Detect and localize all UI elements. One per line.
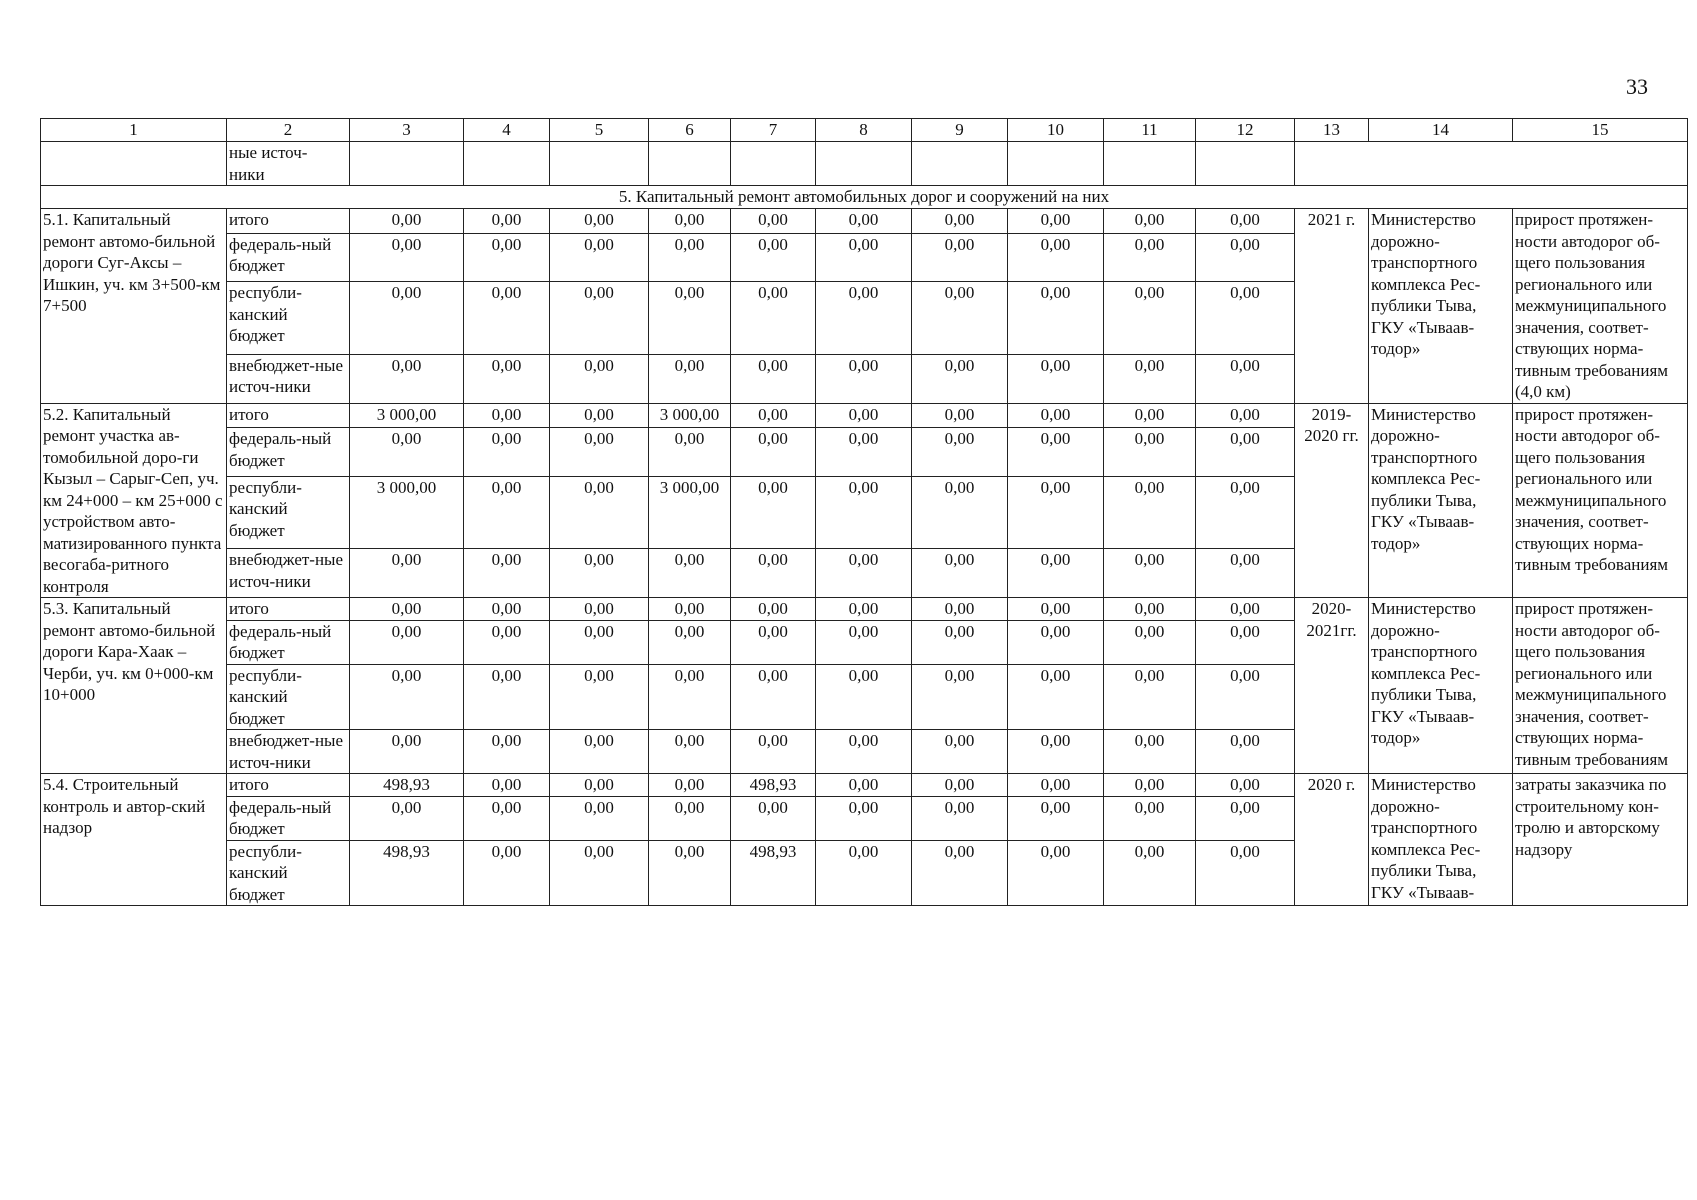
table-row [41,598,1688,621]
funding-source: итого [227,403,350,428]
year-cell: 2019-2020 гг. [1295,403,1369,598]
value-cell: 0,00 [1008,549,1104,598]
value-cell: 0,00 [816,233,912,282]
value-cell: 0,00 [464,209,550,234]
value-cell: 0,00 [350,730,464,774]
value-cell: 0,00 [1008,476,1104,548]
value-cell: 0,00 [1104,730,1196,774]
funding-source: республи-канский бюджет [227,840,350,906]
value-cell: 0,00 [550,840,649,906]
value-cell: 3 000,00 [350,403,464,428]
value-cell: 0,00 [1196,233,1295,282]
value-cell: 0,00 [550,774,649,797]
value-cell: 0,00 [649,598,731,621]
value-cell: 0,00 [550,354,649,403]
value-cell: 0,00 [912,620,1008,664]
executor-cell: Министерство дорожно-транспортного комплекса Рес-публики Тыва, ГКУ «Тываав- [1369,774,1513,906]
value-cell: 498,93 [350,774,464,797]
value-cell: 0,00 [816,476,912,548]
column-header: 7 [731,119,816,142]
value-cell: 0,00 [731,730,816,774]
value-cell: 0,00 [550,282,649,354]
value-cell: 0,00 [464,664,550,730]
value-cell: 0,00 [1196,664,1295,730]
empty-cell [550,142,649,186]
value-cell: 0,00 [550,730,649,774]
value-cell: 0,00 [464,428,550,477]
value-cell: 0,00 [1196,403,1295,428]
empty-cell [1008,142,1104,186]
value-cell: 0,00 [912,840,1008,906]
value-cell: 0,00 [1008,796,1104,840]
value-cell: 0,00 [1104,840,1196,906]
empty-cell [649,142,731,186]
value-cell: 0,00 [1008,428,1104,477]
value-cell: 0,00 [550,664,649,730]
value-cell: 0,00 [816,549,912,598]
value-cell: 0,00 [1104,796,1196,840]
header-row [41,119,1688,142]
value-cell: 0,00 [1196,209,1295,234]
value-cell: 3 000,00 [649,403,731,428]
column-header: 14 [1369,119,1513,142]
value-cell: 0,00 [731,403,816,428]
value-cell: 0,00 [464,730,550,774]
value-cell: 0,00 [1008,730,1104,774]
column-header: 6 [649,119,731,142]
empty-cell [41,142,227,186]
value-cell: 0,00 [649,796,731,840]
value-cell: 0,00 [1008,209,1104,234]
column-header: 12 [1196,119,1295,142]
value-cell: 0,00 [731,354,816,403]
value-cell: 0,00 [350,233,464,282]
funding-source: итого [227,774,350,797]
value-cell: 0,00 [1104,620,1196,664]
empty-cell [464,142,550,186]
value-cell: 498,93 [350,840,464,906]
funding-source: итого [227,598,350,621]
value-cell: 0,00 [464,598,550,621]
table-row [41,403,1688,428]
executor-cell: Министерство дорожно-транспортного комплекса Рес-публики Тыва, ГКУ «Тываав-тодор» [1369,598,1513,774]
value-cell: 0,00 [1008,840,1104,906]
value-cell: 0,00 [1104,598,1196,621]
value-cell: 0,00 [731,598,816,621]
funding-source: республи-канский бюджет [227,476,350,548]
measure-name: 5.1. Капитальный ремонт автомо-бильной дороги Суг-Аксы – Ишкин, уч. км 3+500-км 7+500 [41,209,227,404]
value-cell: 0,00 [350,428,464,477]
value-cell: 0,00 [550,233,649,282]
value-cell: 0,00 [816,282,912,354]
funding-source: итого [227,209,350,234]
measure-name: 5.4. Строительный контроль и автор-ский надзор [41,774,227,906]
value-cell: 0,00 [464,476,550,548]
value-cell: 0,00 [649,664,731,730]
measure-name: 5.2. Капитальный ремонт участка ав-томобильной доро-ги Кызыл – Сарыг-Сеп, уч. км 24+000 – км 25+000 с устройством авто-матизированного пункта весогаба-ритного контроля [41,403,227,598]
value-cell: 0,00 [816,774,912,797]
value-cell: 0,00 [1196,774,1295,797]
value-cell: 0,00 [1104,549,1196,598]
value-cell: 0,00 [912,774,1008,797]
value-cell: 0,00 [731,233,816,282]
value-cell: 0,00 [350,549,464,598]
table-row [41,209,1688,234]
result-cell: прирост протяжен-ности автодорог об-щего пользования регионального или межмуниципального значения, соответ-ствующих норма-тивным требованиям [1513,598,1688,774]
value-cell: 0,00 [1196,598,1295,621]
value-cell: 0,00 [912,209,1008,234]
empty-cell [912,142,1008,186]
value-cell: 0,00 [649,233,731,282]
measure-name: 5.3. Капитальный ремонт автомо-бильной дороги Кара-Хаак – Черби, уч. км 0+000-км 10+000 [41,598,227,774]
empty-cell [1295,142,1688,186]
value-cell: 0,00 [912,476,1008,548]
funding-source: федераль-ный бюджет [227,233,350,282]
page-number: 33 [1626,74,1648,99]
value-cell: 0,00 [816,730,912,774]
value-cell: 0,00 [1196,730,1295,774]
value-cell: 0,00 [912,233,1008,282]
year-cell: 2021 г. [1295,209,1369,404]
empty-cell [350,142,464,186]
value-cell: 0,00 [816,620,912,664]
source-cell: ные источ- ники [227,142,350,186]
value-cell: 0,00 [649,840,731,906]
value-cell: 0,00 [912,403,1008,428]
section-row [41,186,1688,209]
year-cell: 2020 г. [1295,774,1369,906]
funding-source: республи-канский бюджет [227,664,350,730]
value-cell: 0,00 [1196,840,1295,906]
value-cell: 0,00 [464,796,550,840]
value-cell: 0,00 [1196,282,1295,354]
value-cell: 0,00 [912,428,1008,477]
funding-source: внебюджет-ные источ-ники [227,730,350,774]
result-cell: затраты заказчика по строительному кон-тролю и авторскому надзору [1513,774,1688,906]
empty-cell [1104,142,1196,186]
value-cell: 3 000,00 [350,476,464,548]
value-cell: 0,00 [1104,209,1196,234]
value-cell: 0,00 [350,354,464,403]
value-cell: 0,00 [649,354,731,403]
value-cell: 0,00 [1196,354,1295,403]
value-cell: 0,00 [1008,620,1104,664]
value-cell: 0,00 [816,840,912,906]
value-cell: 0,00 [816,664,912,730]
value-cell: 0,00 [1196,549,1295,598]
value-cell: 0,00 [464,282,550,354]
funding-source: федераль-ный бюджет [227,620,350,664]
value-cell: 0,00 [912,598,1008,621]
funding-source: внебюджет-ные источ-ники [227,549,350,598]
column-header: 4 [464,119,550,142]
funding-source: внебюджет-ные источ-ники [227,354,350,403]
section-title: 5. Капитальный ремонт автомобильных дорог и сооружений на них [41,186,1688,209]
continuation-row [41,142,1688,186]
column-header: 15 [1513,119,1688,142]
value-cell: 0,00 [550,428,649,477]
value-cell: 0,00 [1008,282,1104,354]
value-cell: 0,00 [464,354,550,403]
value-cell: 0,00 [1008,774,1104,797]
value-cell: 0,00 [550,598,649,621]
value-cell: 0,00 [731,796,816,840]
value-cell: 0,00 [1008,598,1104,621]
column-header: 11 [1104,119,1196,142]
value-cell: 0,00 [649,620,731,664]
value-cell: 498,93 [731,840,816,906]
empty-cell [816,142,912,186]
value-cell: 0,00 [350,796,464,840]
table-body [41,119,1688,906]
column-header: 3 [350,119,464,142]
value-cell: 0,00 [1196,796,1295,840]
value-cell: 0,00 [1104,354,1196,403]
value-cell: 0,00 [731,476,816,548]
value-cell: 0,00 [816,354,912,403]
value-cell: 0,00 [1104,428,1196,477]
value-cell: 0,00 [816,209,912,234]
value-cell: 0,00 [816,403,912,428]
value-cell: 0,00 [912,664,1008,730]
value-cell: 0,00 [912,354,1008,403]
value-cell: 0,00 [550,620,649,664]
program-table [40,118,1688,906]
value-cell: 0,00 [912,549,1008,598]
value-cell: 0,00 [550,476,649,548]
value-cell: 0,00 [731,428,816,477]
result-cell: прирост протяжен-ности автодорог об-щего пользования регионального или межмуниципального значения, соответ-ствующих норма-тивным требованиям [1513,403,1688,598]
value-cell: 0,00 [1008,403,1104,428]
value-cell: 0,00 [649,282,731,354]
value-cell: 0,00 [731,664,816,730]
value-cell: 0,00 [1104,664,1196,730]
executor-cell: Министерство дорожно-транспортного комплекса Рес-публики Тыва, ГКУ «Тываав-тодор» [1369,209,1513,404]
funding-source: федераль-ный бюджет [227,796,350,840]
executor-cell: Министерство дорожно-транспортного комплекса Рес-публики Тыва, ГКУ «Тываав-тодор» [1369,403,1513,598]
value-cell: 0,00 [550,209,649,234]
value-cell: 0,00 [816,428,912,477]
value-cell: 0,00 [731,549,816,598]
value-cell: 0,00 [912,282,1008,354]
value-cell: 0,00 [1008,664,1104,730]
value-cell: 0,00 [350,664,464,730]
value-cell: 0,00 [1104,233,1196,282]
value-cell: 0,00 [350,598,464,621]
value-cell: 0,00 [649,209,731,234]
column-header: 10 [1008,119,1104,142]
value-cell: 0,00 [1008,233,1104,282]
value-cell: 498,93 [731,774,816,797]
value-cell: 0,00 [912,796,1008,840]
value-cell: 0,00 [550,796,649,840]
column-header: 13 [1295,119,1369,142]
value-cell: 0,00 [464,620,550,664]
value-cell: 0,00 [550,403,649,428]
value-cell: 0,00 [649,549,731,598]
value-cell: 0,00 [1196,620,1295,664]
funding-source: республи-канский бюджет [227,282,350,354]
value-cell: 0,00 [350,209,464,234]
value-cell: 0,00 [350,282,464,354]
value-cell: 0,00 [464,840,550,906]
value-cell: 0,00 [649,428,731,477]
value-cell: 0,00 [731,282,816,354]
value-cell: 0,00 [464,549,550,598]
value-cell: 0,00 [1104,403,1196,428]
value-cell: 0,00 [464,233,550,282]
column-header: 2 [227,119,350,142]
column-header: 5 [550,119,649,142]
value-cell: 3 000,00 [649,476,731,548]
column-header: 9 [912,119,1008,142]
value-cell: 0,00 [550,549,649,598]
value-cell: 0,00 [731,620,816,664]
year-cell: 2020-2021гг. [1295,598,1369,774]
value-cell: 0,00 [1104,282,1196,354]
value-cell: 0,00 [731,209,816,234]
value-cell: 0,00 [649,730,731,774]
value-cell: 0,00 [1196,476,1295,548]
empty-cell [731,142,816,186]
value-cell: 0,00 [350,620,464,664]
column-header: 1 [41,119,227,142]
value-cell: 0,00 [464,403,550,428]
value-cell: 0,00 [649,774,731,797]
value-cell: 0,00 [912,730,1008,774]
value-cell: 0,00 [816,598,912,621]
column-header: 8 [816,119,912,142]
empty-cell [1196,142,1295,186]
funding-source: федераль-ный бюджет [227,428,350,477]
value-cell: 0,00 [464,774,550,797]
value-cell: 0,00 [816,796,912,840]
value-cell: 0,00 [1104,476,1196,548]
value-cell: 0,00 [1008,354,1104,403]
value-cell: 0,00 [1196,428,1295,477]
table-row [41,774,1688,797]
value-cell: 0,00 [1104,774,1196,797]
result-cell: прирост протяжен-ности автодорог об-щего пользования регионального или межмуниципального значения, соответ-ствующих норма-тивным требованиям (4,0 км) [1513,209,1688,404]
